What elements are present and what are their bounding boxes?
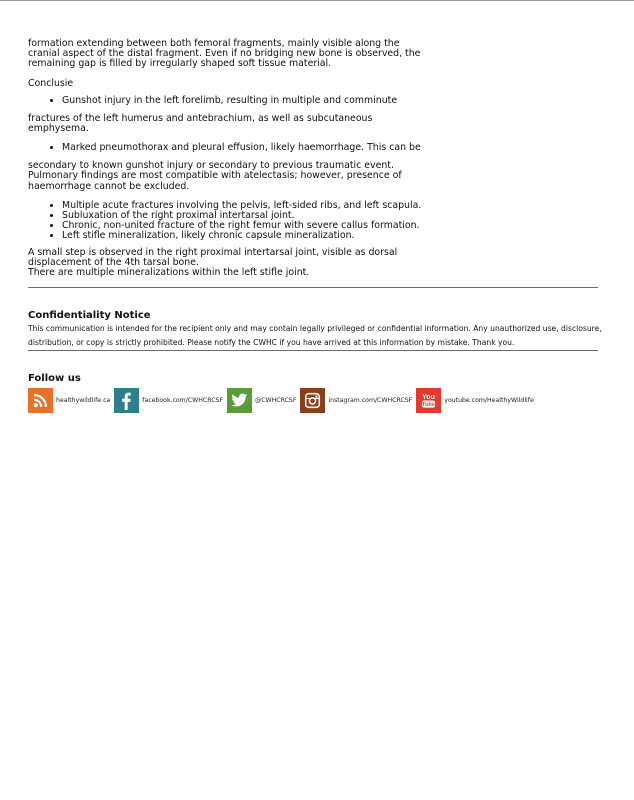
list-item: • Left stifle mineralization, likely chronic capsule mineralization. (62, 231, 600, 241)
social-link-instagram[interactable] (300, 388, 416, 413)
conclusion-list-2 (28, 143, 600, 153)
footer-divider (28, 350, 598, 351)
social-link-label[interactable]: instagram.com/CWHCRCSF (328, 397, 413, 405)
social-link-label[interactable]: youtube.com/HealthyWildlife (444, 397, 534, 405)
conclusion-heading: Conclusie (28, 77, 74, 89)
closing-paragraph: A small step is observed in the right proximal intertarsal joint, visible as dorsal displacement of the 4th tarsal bone. (28, 246, 398, 269)
svg-text:You: You (422, 394, 436, 402)
social-link-twitter[interactable] (227, 388, 300, 413)
instagram-icon[interactable] (300, 388, 325, 413)
follow-us-title: Follow us (28, 372, 81, 384)
list-item: • Multiple acute fractures involving the pelvis, left-sided ribs, and left scapula. (62, 201, 600, 211)
finding-paragraph: formation extending between both femoral fragments, mainly visible along the cranial aspect of the distal fragment. Even if no bridging new bone is observed, the remaining gap is filled by irregularly shaped soft tissue material. (28, 38, 421, 70)
facebook-icon[interactable] (114, 388, 139, 413)
conclusion-list-3 (28, 201, 600, 241)
social-link-youtube[interactable] (416, 388, 537, 413)
youtube-icon[interactable] (416, 388, 441, 413)
rss-icon[interactable] (28, 388, 53, 413)
list-item: • Marked pneumothorax and pleural effusion, likely haemorrhage. This can be (62, 143, 600, 153)
twitter-icon[interactable] (227, 388, 252, 413)
confidentiality-body: This communication is intended for the recipient only and may contain legally privileged or confidential information. Any unauthorized use, disclosure, distribution, or copy is strictly prohibited. Please notify the CWHC if you have arrived at this information by mistake. Thank you. (28, 324, 602, 347)
list-item: • Chronic, non-united fracture of the right femur with severe callus formation. (62, 221, 600, 231)
confidentiality-title: Confidentiality Notice (28, 310, 151, 322)
social-link-website[interactable] (28, 388, 114, 413)
social-link-label[interactable]: @CWHCRCSF (255, 397, 297, 405)
closing-line: There are multiple mineralizations within the left stifle joint. (28, 267, 310, 279)
pneumothorax-continuation: secondary to known gunshot injury or secondary to previous traumatic event. Pulmonary findings are most compatible with atelectasis; however, presence of haemorrhage cannot be excluded. (28, 160, 402, 192)
section-divider (28, 287, 598, 288)
conclusion-list-1 (28, 96, 600, 106)
social-link-label[interactable]: healthywildlife.ca (56, 397, 111, 405)
list-item: • Gunshot injury in the left forelimb, resulting in multiple and comminute (62, 96, 600, 106)
top-divider (0, 0, 634, 1)
social-link-facebook[interactable] (114, 388, 227, 413)
social-link-label[interactable]: facebook.com/CWHCRCSF (142, 397, 224, 405)
svg-text:Tube: Tube (422, 402, 436, 409)
list-item: • Subluxation of the right proximal intertarsal joint. (62, 211, 600, 221)
social-links (28, 388, 600, 414)
gunshot-continuation: fractures of the left humerus and antebrachium, as well as subcutaneous emphysema. (28, 112, 373, 135)
document-body (28, 39, 600, 414)
